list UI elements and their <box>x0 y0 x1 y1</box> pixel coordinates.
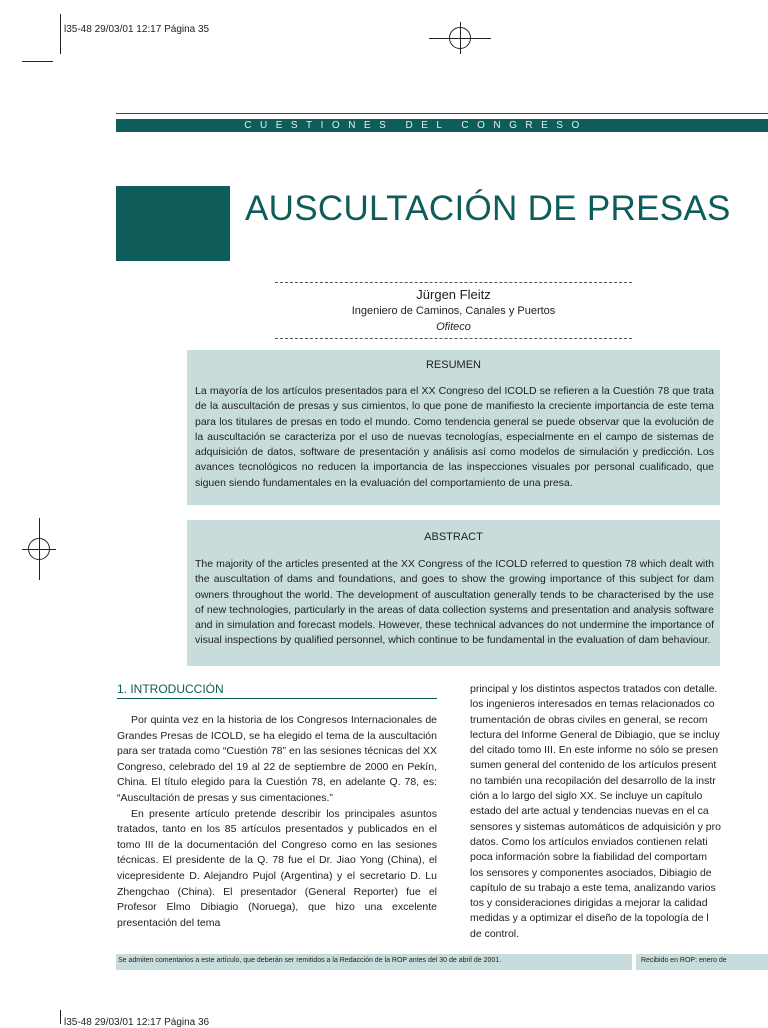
print-slug-bottom: l35-48 29/03/01 12:17 Página 36 <box>64 1017 210 1028</box>
body-line: poca información sobre la fiabilidad del comportam <box>470 851 707 864</box>
header-rule <box>116 113 768 114</box>
body-line: no también una recopilación del desarrollo de la instr <box>470 774 716 787</box>
section-heading: 1. INTRODUCCIÓN <box>117 682 224 696</box>
body-line: medidas y a optimizar el diseño de la topología de l <box>470 912 709 925</box>
body-paragraph: Por quinta vez en la historia de los Congresos Internacionales de Grandes Presas de ICOLD, se ha elegido el tema de la auscultación para ser tratada como “Cuestión 78” en las sesiones técnicas del XX Congreso, celebrado del 19 al 22 de septiembre de 2000 en Pekín, China. El título elegido para la Cuestión 78, en adelante Q. 78, es: “Auscultación de presas y sus cimentaciones.” <box>117 714 437 804</box>
resumen-heading: RESUMEN <box>425 359 481 371</box>
registration-crosshair <box>39 518 40 580</box>
registration-mark-left <box>22 518 56 580</box>
body-line: sensores y sistemas automáticos de adquisición y pro <box>470 820 721 833</box>
body-line: principal y los distintos aspectos tratados con detalle. <box>470 683 718 695</box>
body-line: los ingenieros interesados en temas relacionados co <box>470 698 715 711</box>
received-note-bar <box>636 954 768 970</box>
body-line: de control. <box>470 927 520 940</box>
body-line: del citado tomo III. En este informe no sólo se presen <box>470 744 719 757</box>
crop-mark <box>22 61 53 62</box>
author-name: Jürgen Fleitz <box>416 287 491 302</box>
author-role: Ingeniero de Caminos, Canales y Puertos <box>351 305 556 317</box>
print-slug-top: l35-48 29/03/01 12:17 Página 35 <box>64 24 210 35</box>
body-column-left <box>117 713 437 931</box>
body-line: los sensores y componentes asociados, Dibiagio de <box>470 866 712 879</box>
abstract-text: The majority of the articles presented at the XX Congress of the ICOLD referred to question 78 which dealt with the auscultation of dams and foundations, and goes to show the growing importance of this subject for dam owners throughout the world. The development of auscultation generally tends to be characterised by the use of new technologies, particularly in the areas of data collection systems and presentation and analysis software and in simulation and forecast models. However, these technical advances do not undermine the importance of visual inspections by qualified personnel, which continue to be fundamental in the evaluation of dam behaviour. <box>195 558 714 647</box>
title-accent-block <box>116 186 230 261</box>
article-title: AUSCULTACIÓN DE PRESAS <box>245 189 731 228</box>
author-organization: Ofiteco <box>436 321 471 333</box>
body-paragraph: En presente artículo pretende describir los principales asuntos tratados, tanto en los 85 artículos presentados y publicados en el tomo III de la documentación del Congreso como en las sesiones técnicas. El presidente de la Q. 78 fue el Dr. Jiao Yong (China), el vicepresidente D. Alejandro Pujol (Argentina) y el secretario D. Lu Zhengchao (China). El presentador (General Reporter) fue el Profesor Elmo Dibiagio (Noruega), que hizo una excelente presentación del tema <box>117 807 437 929</box>
crop-mark <box>60 1010 61 1024</box>
body-line: sumen general del contenido de los artículos present <box>470 759 717 772</box>
body-line: datos. Como los artículos enviados contienen relati <box>470 835 708 848</box>
body-line: tos y consideraciones dirigidas a mejorar la calidad <box>470 897 708 910</box>
resumen-box <box>187 350 720 505</box>
body-line: capítulo de su trabajo a este tema, analizando varios <box>470 881 716 894</box>
crop-mark <box>60 14 61 54</box>
registration-mark-top <box>429 22 491 54</box>
body-line: trumentación de obras civiles en general, se recom <box>470 713 708 726</box>
author-divider-top <box>275 282 632 283</box>
abstract-box <box>187 520 720 666</box>
body-line: lectura del Informe General de Dibiagio, que se incluy <box>470 728 720 741</box>
author-divider-bottom <box>275 338 632 339</box>
body-column-right <box>470 682 768 942</box>
section-heading-rule <box>117 698 437 699</box>
section-band-label: CUESTIONES DEL CONGRESO <box>244 120 588 131</box>
abstract-heading: ABSTRACT <box>424 531 483 543</box>
body-line: ción a lo largo del siglo XX. Se incluye un capítulo <box>470 790 703 803</box>
comments-note: Se admiten comentarios a este artículo, que deberán ser remitidos a la Redacción de la ROP antes del 30 de abril de 2001. <box>118 957 502 964</box>
received-note: Recibido en ROP: enero de <box>641 957 727 964</box>
body-line: estado del arte actual y tendencias nuevas en el ca <box>470 805 709 818</box>
resumen-text: La mayoría de los artículos presentados para el XX Congreso del ICOLD se refieren a la Cuestión 78 que trata de la auscultación de presas y sus cimientos, lo que pone de manifiesto la creciente importancia de este tema para los titulares de presas en todo el mundo. Como tendencia general se puede observar que la evolución de la auscultación se caracteriza por el uso de nuevas tecnologías, especialmente en el campo de sistemas de adquisición de datos, software de presentación y análisis así como modelos de simulación y predicción. Los avances tecnológicos no reducen la importancia de las inspecciones visuales por personal cualificado, que siguen siendo fundamentales en la evaluación del comportamiento de una presa. <box>195 385 714 489</box>
registration-crosshair <box>460 22 461 54</box>
